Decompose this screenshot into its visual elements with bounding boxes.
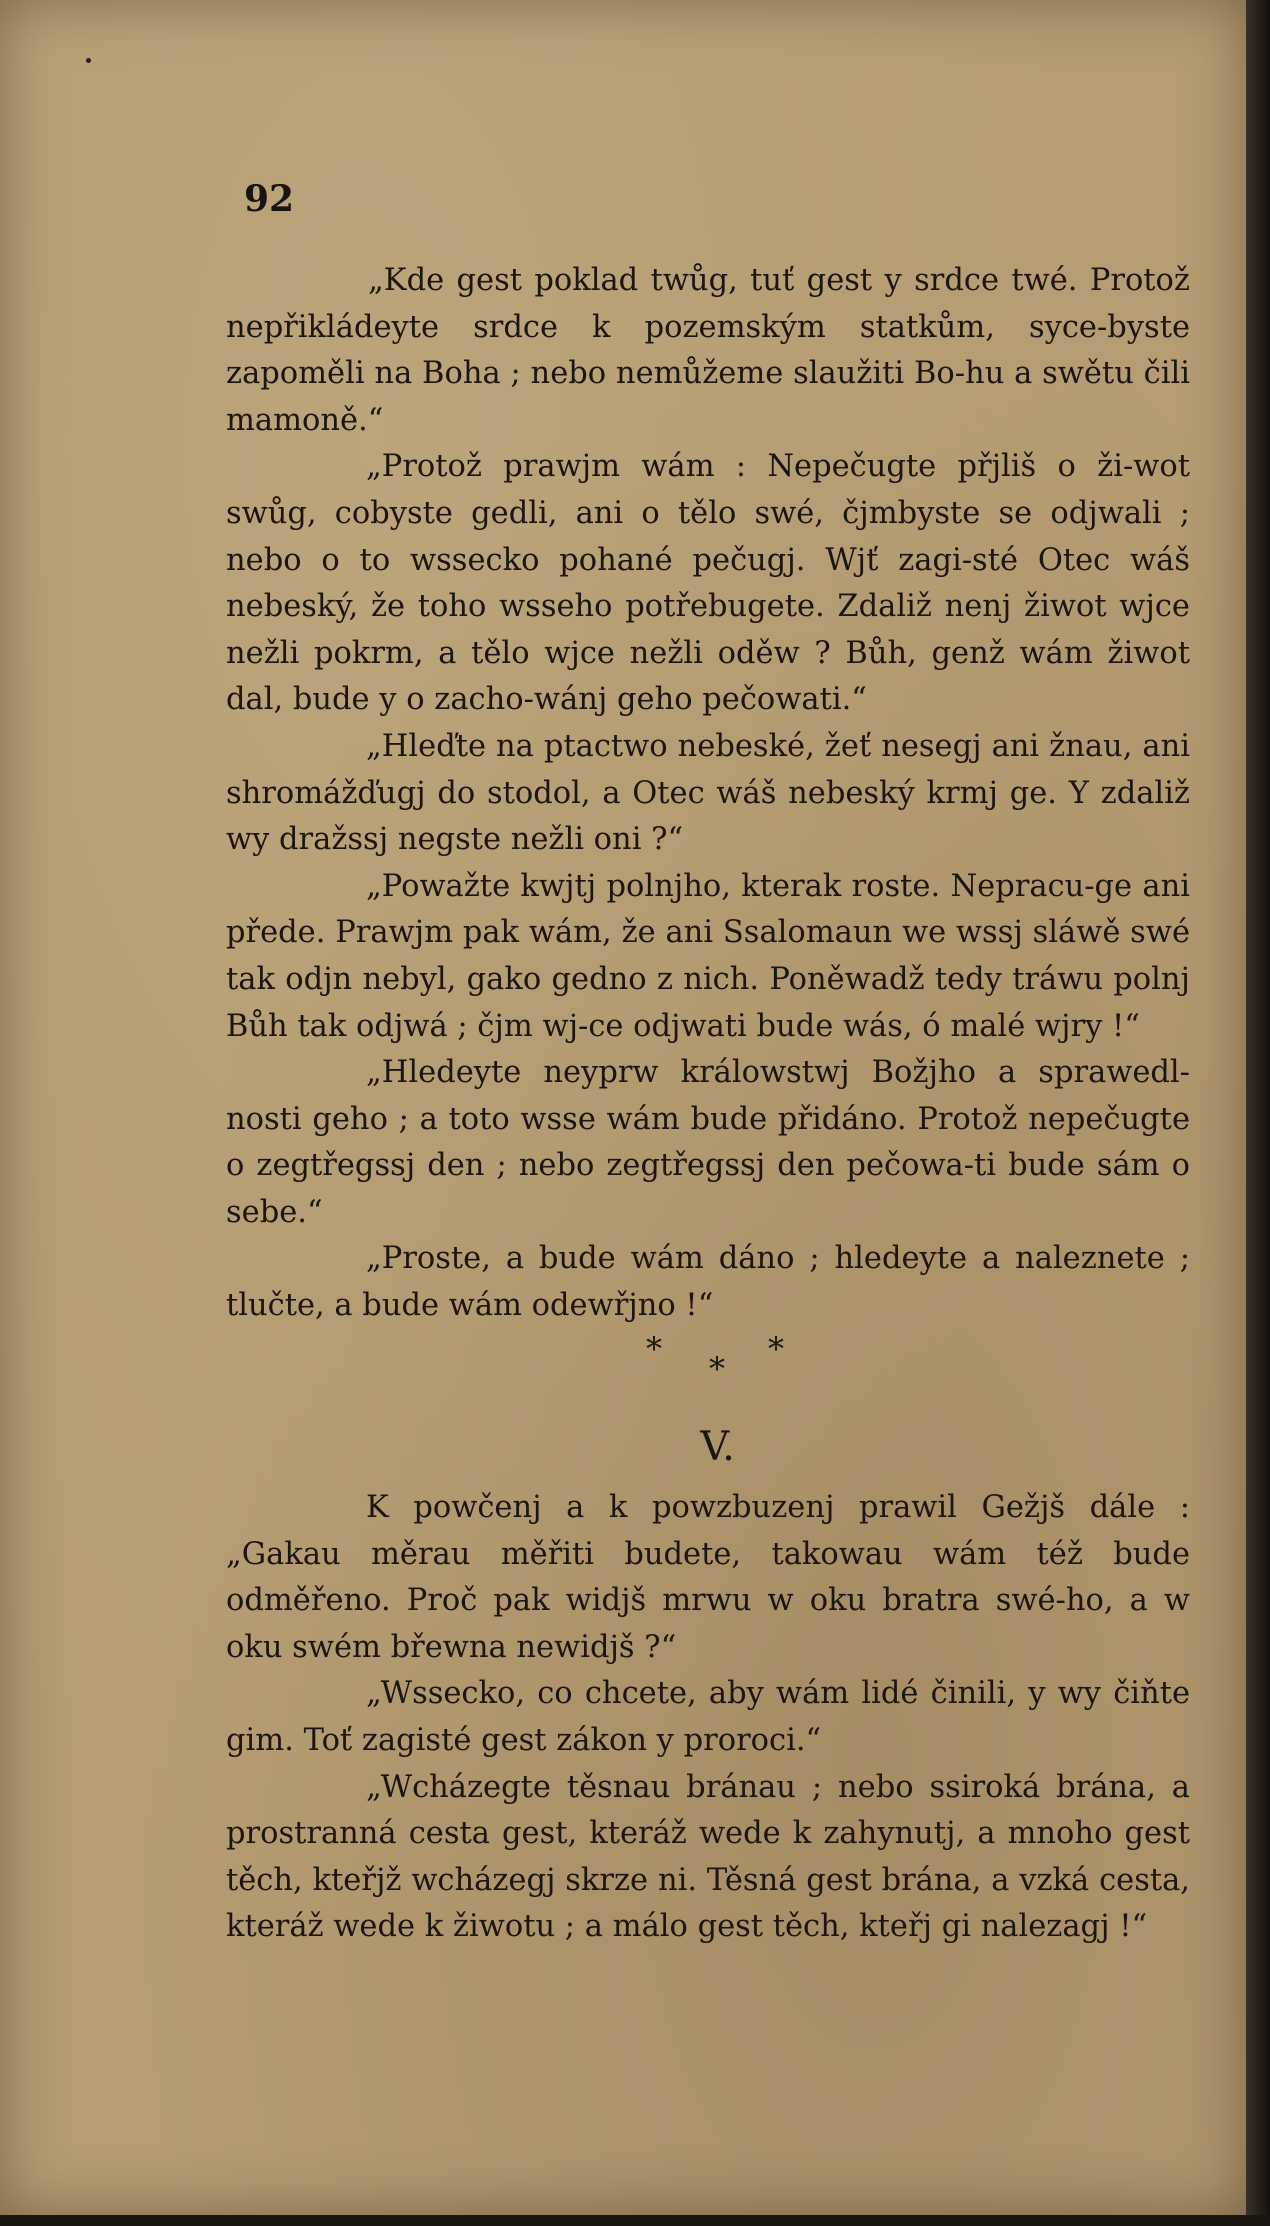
paragraph: „Wcházegte těsnau bránau ; nebo ssiroká brána, a prostranná cesta gest, kteráž wede k zahynutj, a mnoho gest těch, kteřjž wcházegj skrze ni. Těsná gest brána, a vzká cesta, kteráž wede k žiwotu ; a málo gest těch, kteřj gi nalezagj !“ [226, 1769, 1190, 1945]
page-number: 92 [244, 178, 295, 220]
paragraph: „Hledeyte neyprw králowstwj Božjho a sprawedl-nosti geho ; a toto wsse wám bude přidáno. Protož nepečugte o zegtřegssj den ; nebo zegtřegssj den pečowa-ti bude sám o sebe.“ [226, 1055, 1190, 1230]
paragraph: „Protož prawjm wám : Nepečugte přjliš o ži-wot swůg, cobyste gedli, ani o tělo swé, čjmbyste se odjwali ; nebo o to wssecko pohané pečugj. Wjť zagi-sté Otec wáš nebeský, že toho wsseho potřebugete. Zdaliž nenj žiwot wjce nežli pokrm, a tělo wjce nežli oděw ? Bůh, genž wám žiwot dal, bude y o zacho-wánj geho pečowati.“ [226, 449, 1190, 718]
star: * [709, 1350, 725, 1388]
star: * [646, 1330, 662, 1368]
section-divider-stars [0, 1330, 1270, 1400]
paragraph: „Powažte kwjtj polnjho, kterak roste. Nepracu-ge ani přede. Prawjm pak wám, že ani Ssalomaun we wssj sláwě swé tak odjn nebyl, gako gedno z nich. Poněwadž tedy tráwu polnj Bůh tak odjwá ; čjm wj-ce odjwati bude wás, ó malé wjry !“ [226, 868, 1190, 1044]
paragraph: „Hleďte na ptactwo nebeské, žeť nesegj ani žnau, ani shromážďugj do stodol, a Otec wáš nebeský krmj ge. Y zdaliž wy dražssj negste nežli oni ?“ [226, 728, 1190, 858]
body-text-bottom [226, 1485, 1190, 1951]
paragraph: „Kde gest poklad twůg, tuť gest y srdce twé. Protož nepřikládeyte srdce k pozemským statkům, syce-byste zapoměli na Boha ; nebo nemůžeme slaužiti Bo-hu a swětu čili mamoně.“ [226, 263, 1190, 438]
paragraph: K powčenj a k powzbuzenj prawil Gežjš dále : „Gakau měrau měřiti budete, takowau wám též bude odměřeno. Proč pak widjš mrwu w oku bratra swé-ho, a w oku swém břewna newidjš ?“ [226, 1490, 1190, 1665]
paragraph: „Wssecko, co chcete, aby wám lidé činili, y wy čiňte gim. Toť zagisté gest zákon y proroci.“ [226, 1676, 1190, 1758]
body-text-top [226, 258, 1190, 1330]
bottom-edge-shadow [0, 2215, 1270, 2226]
ink-speck [86, 58, 91, 63]
paragraph: „Proste, a bude wám dáno ; hledeyte a naleznete ; tlučte, a bude wám odewřjno !“ [226, 1241, 1190, 1324]
star: * [768, 1330, 784, 1368]
section-heading: V. [700, 1424, 735, 1470]
page-edge-shadow [1246, 0, 1270, 2226]
